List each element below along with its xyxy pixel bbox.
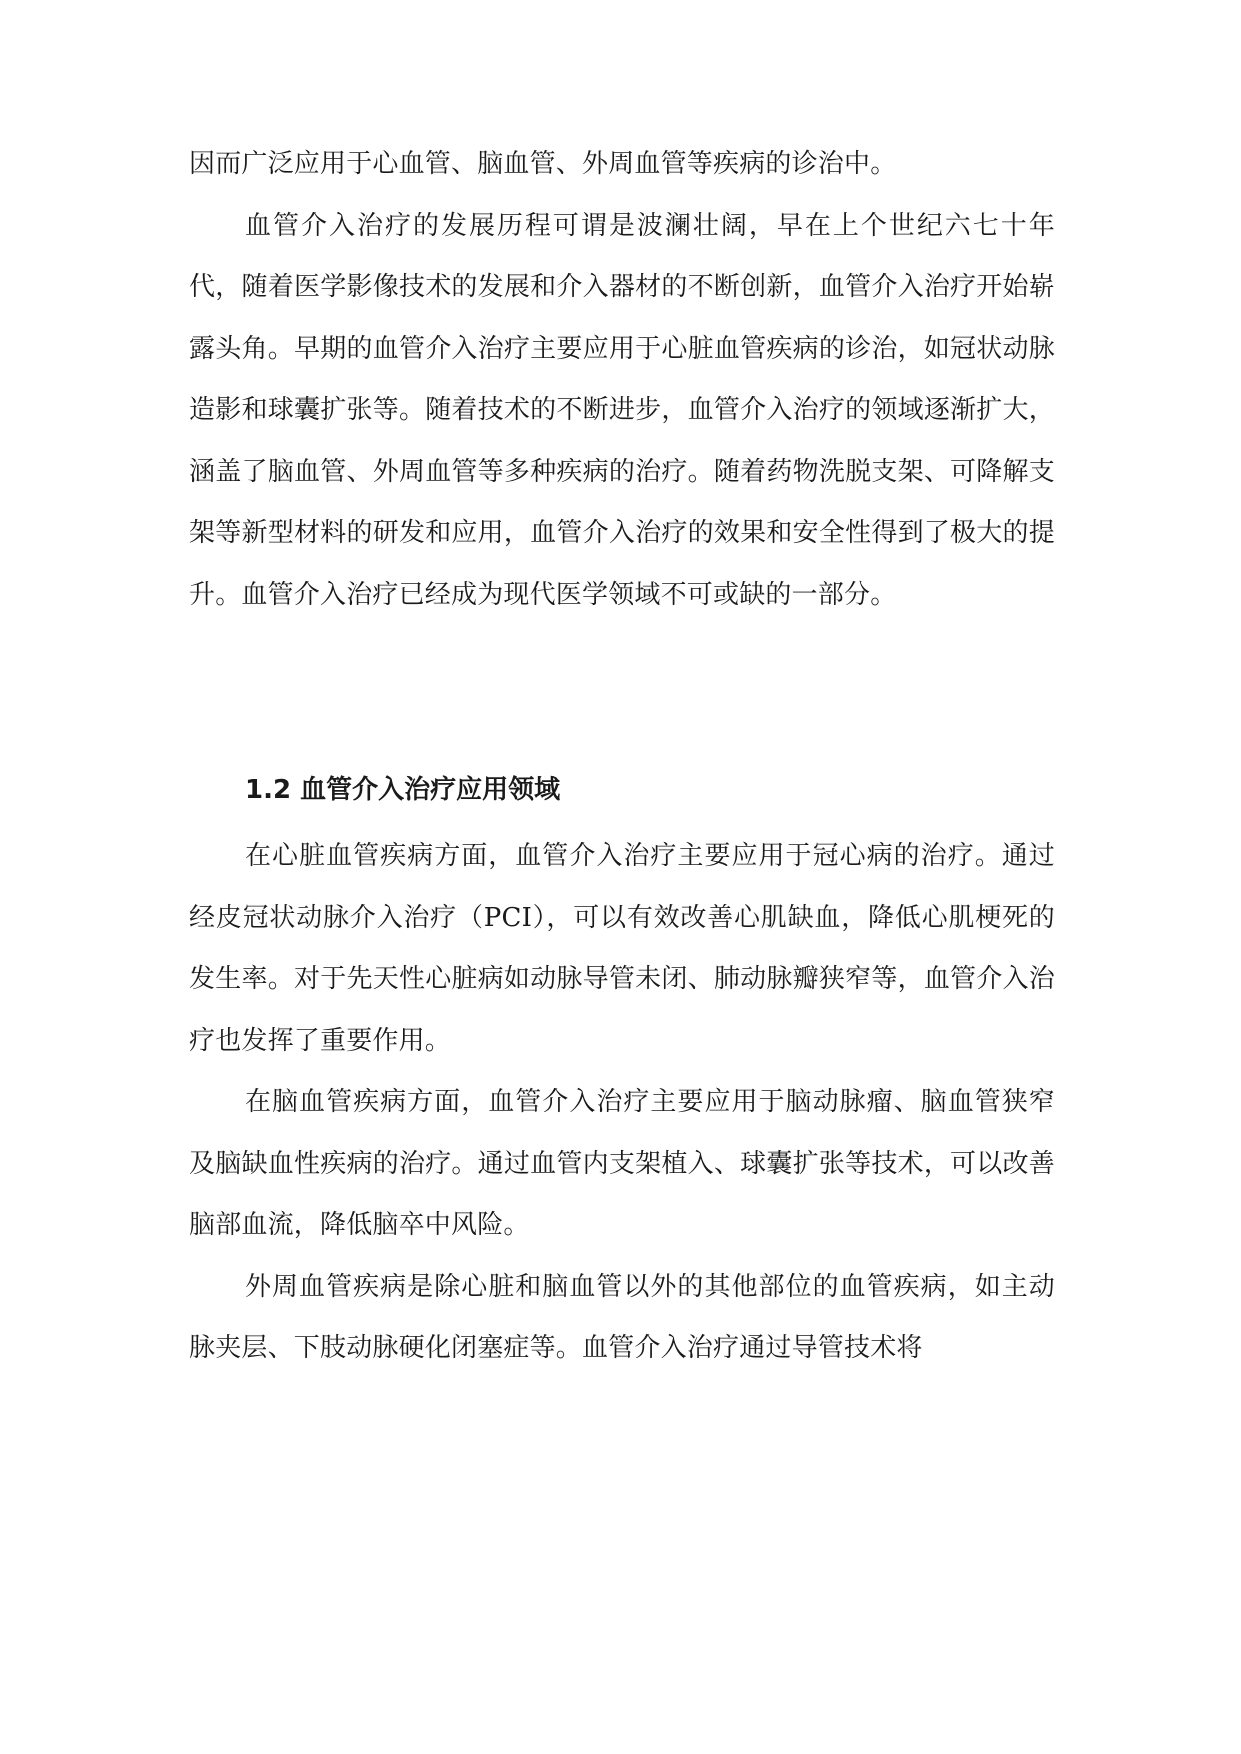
body-text-lower — [189, 826, 1055, 1380]
paragraph-cerebral: 在脑血管疾病方面，血管介入治疗主要应用于脑动脉瘤、脑血管狭窄及脑缺血性疾病的治疗。通过血管内支架植入、球囊扩张等技术，可以改善脑部血流，降低脑卒中风险。 — [189, 1087, 1055, 1240]
paragraph-continued: 因而广泛应用于心血管、脑血管、外周血管等疾病的诊治中。 — [189, 149, 897, 179]
paragraph-cardiac: 在心脏血管疾病方面，血管介入治疗主要应用于冠心病的治疗。通过经皮冠状动脉介入治疗（PCI），可以有效改善心肌缺血，降低心肌梗死的发生率。对于先天性心脏病如动脉导管未闭、肺动脉瓣狭窄等，血管介入治疗也发挥了重要作用。 — [189, 841, 1055, 1056]
paragraph-history: 血管介入治疗的发展历程可谓是波澜壮阔，早在上个世纪六七十年代，随着医学影像技术的发展和介入器材的不断创新，血管介入治疗开始崭露头角。早期的血管介入治疗主要应用于心脏血管疾病的诊治，如冠状动脉造影和球囊扩张等。随着技术的不断进步，血管介入治疗的领域逐渐扩大，涵盖了脑血管、外周血管等多种疾病的治疗。随着药物洗脱支架、可降解支架等新型材料的研发和应用，血管介入治疗的效果和安全性得到了极大的提升。血管介入治疗已经成为现代医学领域不可或缺的一部分。 — [189, 210, 1055, 610]
section-heading: 1.2 血管介入治疗应用领域 — [245, 775, 561, 805]
body-text-upper — [189, 134, 1055, 626]
paragraph-peripheral: 外周血管疾病是除心脏和脑血管以外的其他部位的血管疾病，如主动脉夹层、下肢动脉硬化闭塞症等。血管介入治疗通过导管技术将 — [189, 1271, 1055, 1363]
